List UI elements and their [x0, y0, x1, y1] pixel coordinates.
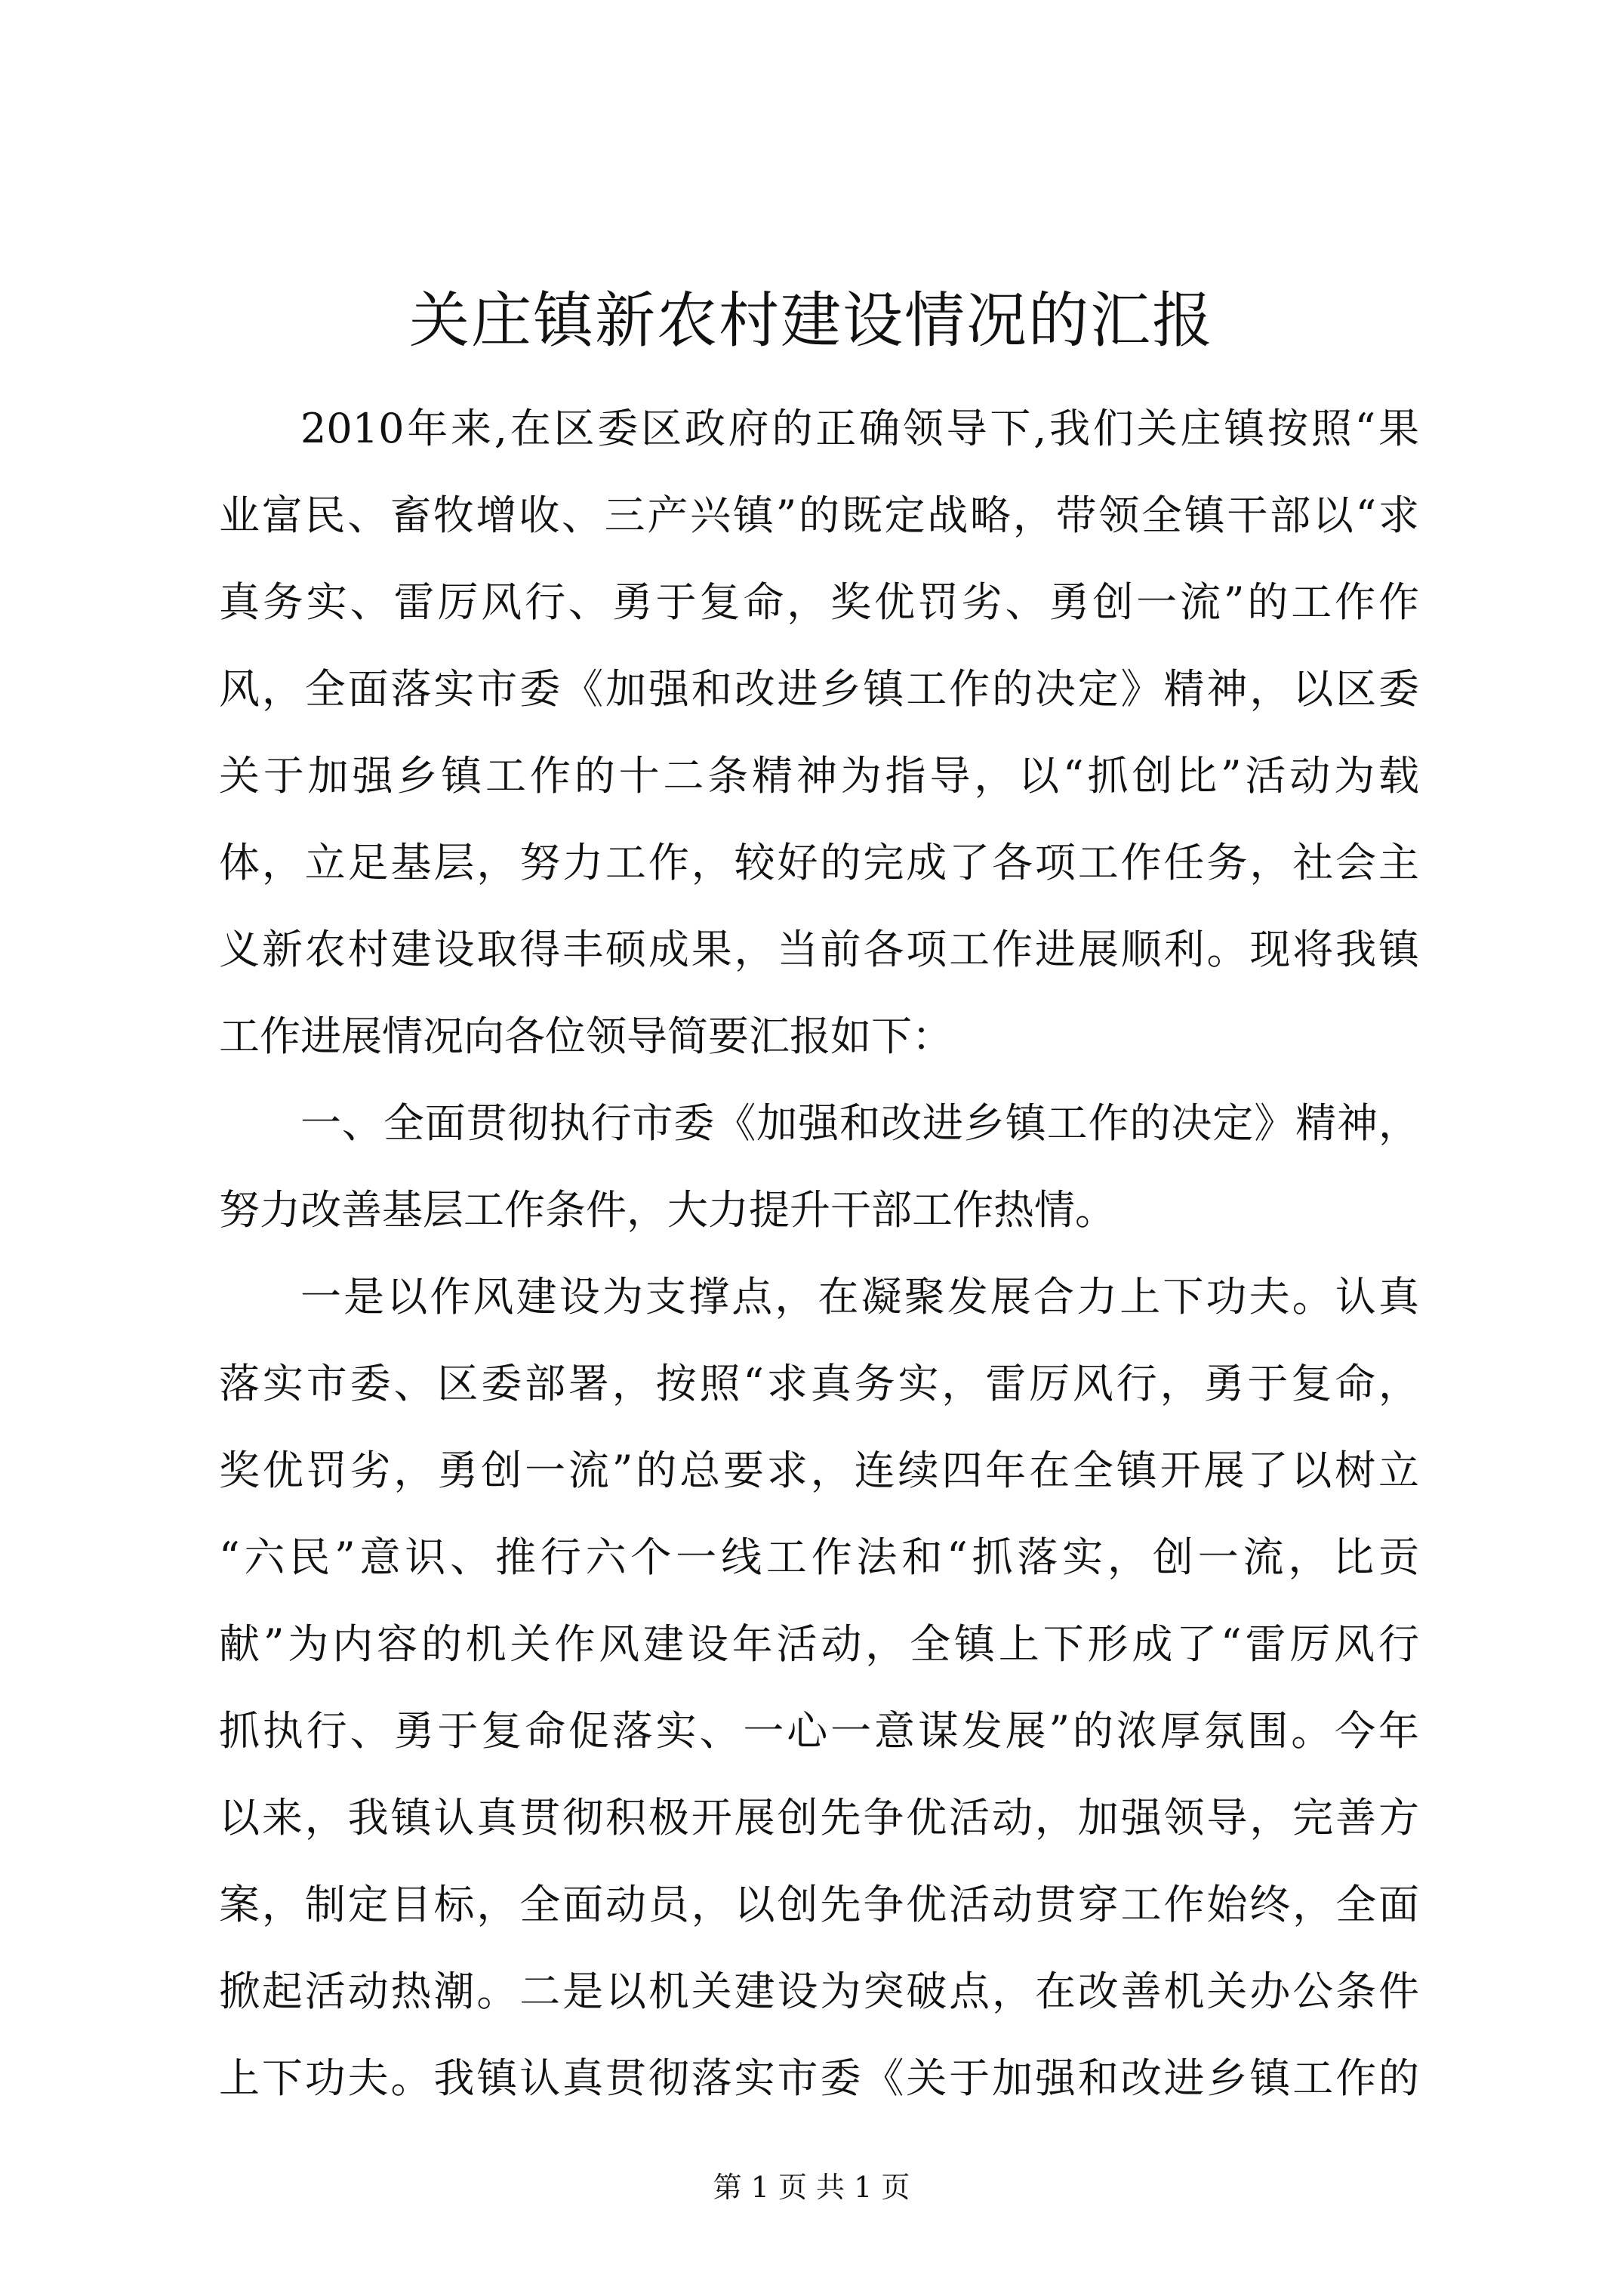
paragraph-line: 案，制定目标，全面动员，以创先争优活动贯穿工作始终，全面: [219, 1881, 1419, 1928]
paragraph-line: 体，立足基层，努力工作，较好的完成了各项工作任务，社会主: [219, 839, 1419, 886]
paragraph-line: 落实市委、区委部署，按照“求真务实，雷厉风行，勇于复命，: [219, 1360, 1419, 1407]
paragraph-line: 努力改善基层工作条件，大力提升干部工作热情。: [219, 1186, 1116, 1234]
document-body: [219, 385, 1419, 2122]
paragraph-line: 一、全面贯彻执行市委《加强和改进乡镇工作的决定》精神，: [300, 1099, 1419, 1147]
paragraph-line: 以来，我镇认真贯彻积极开展创先争优活动，加强领导，完善方: [219, 1794, 1419, 1841]
paragraph-line: 一是以作风建设为支撑点，在凝聚发展合力上下功夫。认真: [300, 1273, 1419, 1321]
document-title: 关庄镇新农村建设情况的汇报: [409, 285, 1214, 356]
paragraph-line: 工作进展情况向各位领导简要汇报如下：: [219, 1012, 953, 1060]
paragraph-2: [219, 1080, 1419, 1253]
page-footer: 第 1 页 共 1 页: [713, 2171, 910, 2204]
paragraph-line: “六民”意识、推行六个一线工作法和“抓落实，创一流，比贡: [219, 1533, 1419, 1581]
paragraph-line: 业富民、畜牧增收、三产兴镇”的既定战略，带领全镇干部以“求: [219, 492, 1419, 539]
paragraph-line: 抓执行、勇于复命促落实、一心一意谋发展”的浓厚氛围。今年: [219, 1707, 1419, 1755]
paragraph-line: 上下功夫。我镇认真贯彻落实市委《关于加强和改进乡镇工作的: [219, 2054, 1419, 2102]
paragraph-line: 2010年来,在区委区政府的正确领导下,我们关庄镇按照“果: [300, 405, 1419, 452]
paragraph-line: 义新农村建设取得丰硕成果，当前各项工作进展顺利。现将我镇: [219, 926, 1419, 973]
paragraph-line: 掀起活动热潮。二是以机关建设为突破点，在改善机关办公条件: [219, 1968, 1419, 2015]
paragraph-1: [219, 385, 1419, 1080]
paragraph-line: 奖优罚劣，勇创一流”的总要求，连续四年在全镇开展了以树立: [219, 1447, 1419, 1494]
paragraph-3: [219, 1253, 1419, 2122]
paragraph-line: 风，全面落实市委《加强和改进乡镇工作的决定》精神，以区委: [219, 665, 1419, 713]
paragraph-line: 关于加强乡镇工作的十二条精神为指导，以“抓创比”活动为载: [219, 752, 1419, 800]
paragraph-line: 真务实、雷厉风行、勇于复命，奖优罚劣、勇创一流”的工作作: [219, 578, 1419, 626]
paragraph-line: 献”为内容的机关作风建设年活动，全镇上下形成了“雷厉风行: [219, 1620, 1419, 1668]
